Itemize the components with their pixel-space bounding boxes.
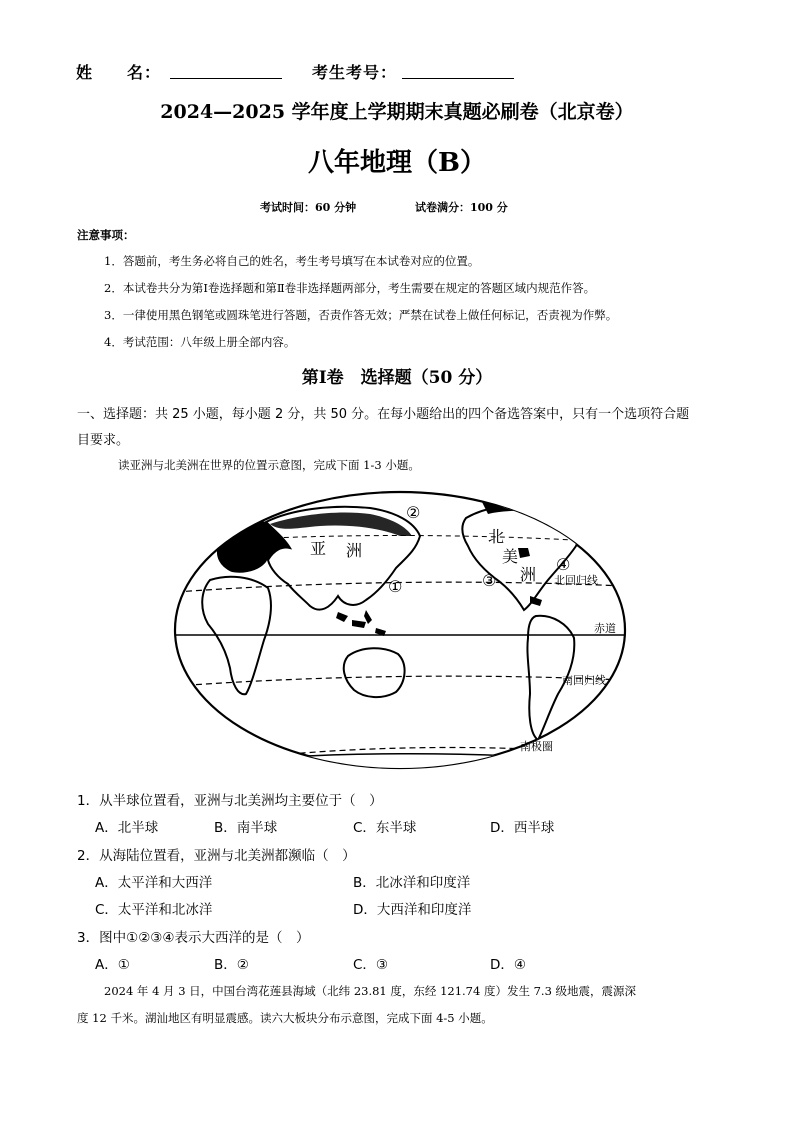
map-label-north-america: 洲	[520, 565, 537, 584]
map-label-asia: 亚	[310, 539, 327, 558]
note-item: 3．一律使用黑色钢笔或圆珠笔进行答题，否责作答无效；严禁在试卷上做任何标记，否责视为作弊。	[104, 308, 618, 322]
instruction-line: 一、选择题：共 25 小题，每小题 2 分，共 50 分。在每小题给出的四个备选答案中，只有一个选项符合题	[77, 407, 690, 422]
australia-shape	[344, 648, 405, 697]
question-stem: 3．图中①②③④表示大西洋的是（ ）	[77, 930, 310, 946]
question-option[interactable]: A．北半球	[95, 820, 159, 836]
question-stem: 1．从半球位置看，亚洲与北美洲均主要位于（ ）	[77, 793, 383, 809]
map-marker-2: ②	[406, 503, 421, 522]
section-heading: 第Ⅰ卷 选择题（50 分）	[301, 368, 493, 388]
map-intro: 读亚洲与北美洲在世界的位置示意图，完成下面 1-3 小题。	[118, 458, 420, 472]
notes-heading: 注意事项：	[77, 228, 135, 242]
question-option[interactable]: A．①	[95, 957, 130, 973]
question-option[interactable]: C．③	[353, 957, 389, 973]
question-option[interactable]: B．②	[214, 957, 249, 973]
exam-subtitle: 八年地理（B）	[308, 148, 486, 178]
map-marker-1: ①	[388, 577, 403, 596]
exam-number-label: 考生考号：	[312, 63, 398, 82]
world-map	[170, 488, 630, 772]
name-field[interactable]	[170, 62, 282, 79]
question-option[interactable]: C．东半球	[353, 820, 417, 836]
exam-time: 考试时间：60 分钟	[260, 201, 357, 214]
note-item: 4．考试范围：八年级上册全部内容。	[104, 335, 296, 349]
antarctica-shape	[200, 754, 610, 772]
note-item: 1．答题前，考生务必将自己的姓名，考生考号填写在本试卷对应的位置。	[104, 254, 480, 268]
map-marker-4: ④	[556, 555, 571, 574]
question-option[interactable]: C．太平洋和北冰洋	[95, 902, 213, 918]
exam-title: 2024—2025 学年度上学期期末真题必刷卷（北京卷）	[160, 101, 634, 123]
note-item: 2．本试卷共分为第Ⅰ卷选择题和第Ⅱ卷非选择题两部分，考生需要在规定的答题区域内规范作答。	[104, 281, 596, 295]
question-option[interactable]: B．南半球	[214, 820, 278, 836]
exam-number-field[interactable]	[402, 62, 514, 79]
question-option[interactable]: D．西半球	[490, 820, 555, 836]
question-option[interactable]: A．太平洋和大西洋	[95, 875, 213, 891]
map-label-north-america: 北	[488, 527, 505, 546]
map-label-north-america: 美	[502, 547, 519, 566]
exam-score: 试卷满分：100 分	[415, 201, 508, 214]
passage-line: 2024 年 4 月 3 日，中国台湾花莲县海域（北纬 23.81 度，东经 121.74 度）发生 7.3 级地震，震源深	[104, 984, 637, 998]
map-label-tropic-of-capricorn: 南回归线	[562, 674, 606, 687]
passage-line: 度 12 千米。湖汕地区有明显震感。读六大板块分布示意图，完成下面 4-5 小题。	[77, 1011, 493, 1025]
map-label-tropic-of-cancer: 北回归线	[554, 574, 598, 587]
map-marker-3: ③	[482, 571, 497, 590]
question-stem: 2．从海陆位置看，亚洲与北美洲都濒临（ ）	[77, 848, 356, 864]
question-option[interactable]: D．大西洋和印度洋	[353, 902, 472, 918]
question-option[interactable]: B．北冰洋和印度洋	[353, 875, 471, 891]
map-label-asia: 洲	[346, 541, 363, 560]
map-label-equator: 赤道	[594, 622, 616, 635]
question-option[interactable]: D．④	[490, 957, 526, 973]
map-label-antarctic-circle: 南极圈	[520, 740, 553, 753]
name-label: 姓 名：	[76, 63, 162, 82]
instruction-line: 目要求。	[77, 433, 130, 448]
